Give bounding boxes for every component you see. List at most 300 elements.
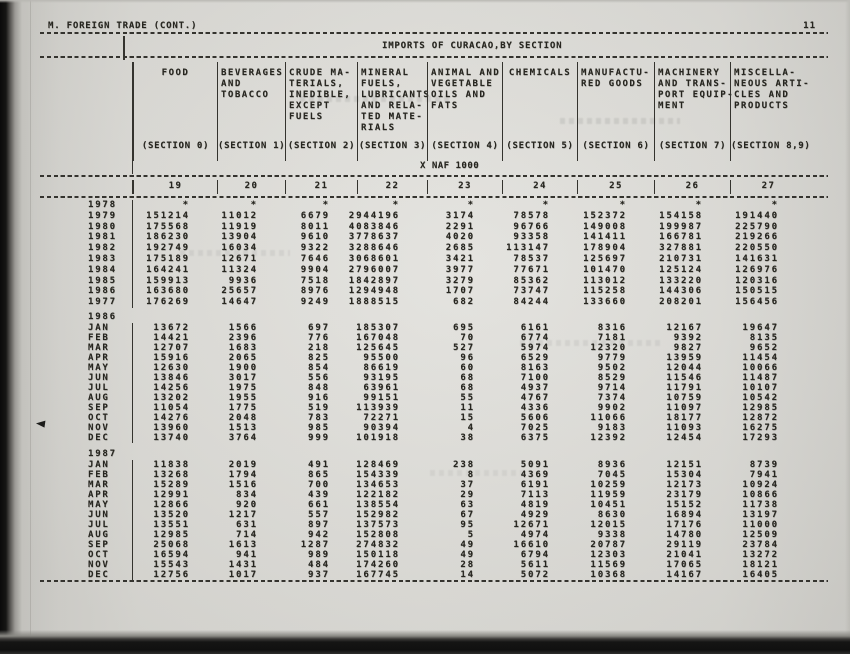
value-cell: 10451 [590, 499, 627, 510]
row-label: APR [40, 490, 133, 500]
value-cell: 77671 [513, 264, 550, 275]
value-cell: 113939 [356, 402, 400, 413]
value-cell: 16894 [666, 509, 703, 520]
row-label: DEC [40, 433, 133, 443]
column-number: 19 [133, 180, 217, 194]
value-cell: 4767 [520, 392, 550, 403]
value-cell: 13959 [666, 352, 703, 363]
value-cell: 848 [308, 382, 330, 393]
value-cell: 631 [236, 519, 258, 530]
value-cell: 6161 [520, 322, 550, 333]
value-cell: 10866 [742, 489, 779, 500]
row-label: NOV [40, 560, 133, 570]
value-cell: 484 [308, 559, 330, 570]
table-row [40, 403, 806, 413]
value-cell: 95 [460, 519, 475, 530]
value-cell: 12015 [590, 519, 627, 530]
column-header-line: EXCEPT [289, 101, 331, 111]
value-cell: 12392 [590, 432, 627, 443]
value-cell: 8163 [520, 362, 550, 373]
value-cell: 186230 [146, 232, 190, 243]
table-row [40, 413, 806, 423]
column-header [730, 62, 811, 140]
section-label: (SECTION 6) [582, 141, 650, 151]
value-cell: 8135 [749, 332, 779, 343]
value-cell: 9183 [597, 422, 627, 433]
value-cell: 11000 [742, 519, 779, 530]
value-cell: 73747 [513, 286, 550, 297]
value-cell: 99151 [363, 392, 400, 403]
table-row [40, 232, 806, 243]
value-cell: 218 [308, 342, 330, 353]
value-cell: 942 [308, 529, 330, 540]
column-number: 22 [357, 180, 427, 194]
pipe-cell [285, 152, 357, 161]
value-cell: 11919 [221, 221, 258, 232]
row-label: 1978 [40, 200, 133, 211]
pipe-cell [502, 152, 577, 161]
value-cell: 144306 [659, 286, 703, 297]
row-label: JAN [40, 460, 133, 470]
value-cell: 6375 [520, 432, 550, 443]
value-cell: 9392 [673, 332, 703, 343]
value-cell: 133220 [659, 275, 703, 286]
table-row [40, 363, 806, 373]
year-heading: 1986 [88, 311, 117, 322]
value-cell: 14256 [153, 382, 190, 393]
value-cell: 999 [308, 432, 330, 443]
value-cell: 1017 [228, 569, 258, 580]
row-label: APR [40, 353, 133, 363]
value-cell: 174260 [356, 559, 400, 570]
value-cell: 1513 [228, 422, 258, 433]
value-cell: 439 [308, 489, 330, 500]
value-cell: 14276 [153, 412, 190, 423]
value-cell: 2048 [228, 412, 258, 423]
value-cell: 141411 [583, 232, 627, 243]
table-row [40, 423, 806, 433]
row-label: MAY [40, 500, 133, 510]
value-cell: 16610 [513, 539, 550, 550]
value-cell: 125124 [659, 264, 703, 275]
value-cell: 225790 [735, 221, 779, 232]
value-cell: 4020 [445, 232, 475, 243]
stub-cell [40, 152, 133, 161]
value-cell: 115258 [583, 286, 627, 297]
chapter-header: M. FOREIGN TRADE (CONT.) [48, 21, 198, 31]
column-header-line: LUBRICANTS [361, 90, 431, 100]
value-cell: 2796007 [348, 264, 400, 275]
value-cell: 783 [308, 412, 330, 423]
value-cell: 327881 [659, 243, 703, 254]
value-cell: 854 [308, 362, 330, 373]
section-label-cell [427, 140, 502, 152]
value-cell: 1566 [228, 322, 258, 333]
scan-bottom-edge [0, 630, 850, 654]
value-cell: 12985 [153, 529, 190, 540]
value-cell: 137573 [356, 519, 400, 530]
row-label: 1979 [40, 211, 133, 222]
value-cell: 14780 [666, 529, 703, 540]
value-cell: 134653 [356, 479, 400, 490]
value-cell: 1955 [228, 392, 258, 403]
column-header-line: TERIALS, [289, 79, 345, 89]
pipe-cell [730, 152, 806, 161]
value-cell: 163680 [146, 286, 190, 297]
value-cell: 9652 [749, 342, 779, 353]
value-cell: * [771, 200, 779, 210]
value-cell: 14421 [153, 332, 190, 343]
value-cell: 86619 [363, 362, 400, 373]
row-label: 1977 [40, 297, 133, 308]
stub-cell [40, 62, 133, 140]
value-cell: 916 [308, 392, 330, 403]
column-header [427, 62, 502, 140]
table-row [40, 286, 806, 297]
section-label: (SECTION 2) [287, 141, 356, 151]
value-cell: 37 [460, 479, 475, 490]
value-cell: * [250, 200, 258, 210]
column-number: 23 [427, 180, 502, 194]
table-row [40, 222, 806, 233]
row-label: OCT [40, 550, 133, 560]
value-cell: 12630 [153, 362, 190, 373]
table-row [40, 333, 806, 343]
value-cell: 12866 [153, 499, 190, 510]
value-cell: 3288646 [348, 243, 400, 254]
value-cell: * [619, 200, 627, 210]
section-label: (SECTION 0) [141, 141, 210, 151]
row-label: AUG [40, 530, 133, 540]
value-cell: 2019 [228, 459, 258, 470]
value-cell: 101470 [583, 264, 627, 275]
value-cell: 70 [460, 332, 475, 343]
value-cell: 126976 [735, 264, 779, 275]
column-header-line: RED GOODS [581, 79, 644, 89]
value-cell: 67 [460, 509, 475, 520]
column-header-line: AND TRANS- [658, 79, 728, 89]
column-header [357, 62, 431, 140]
value-cell: 15 [460, 412, 475, 423]
value-cell: 138554 [356, 499, 400, 510]
value-cell: 15916 [153, 352, 190, 363]
value-cell: 93358 [513, 232, 550, 243]
value-cell: 1613 [228, 539, 258, 550]
column-header-line: FOOD [161, 68, 190, 78]
value-cell: 8739 [749, 459, 779, 470]
value-cell: 556 [308, 372, 330, 383]
value-cell: 25068 [153, 539, 190, 550]
value-cell: 16405 [742, 569, 779, 580]
column-number: 27 [730, 180, 806, 194]
value-cell: 16594 [153, 549, 190, 560]
value-cell: 191440 [735, 210, 779, 221]
value-cell: 17065 [666, 559, 703, 570]
column-header-line: RIALS [361, 123, 396, 133]
column-numbers-row [40, 180, 806, 194]
value-cell: 11487 [742, 372, 779, 383]
column-header [217, 62, 285, 140]
value-cell: 175568 [146, 221, 190, 232]
row-label: 1985 [40, 276, 133, 287]
value-cell: 700 [308, 479, 330, 490]
value-cell: 4 [467, 422, 475, 433]
value-cell: 5091 [520, 459, 550, 470]
column-header [502, 62, 577, 140]
value-cell: 8011 [300, 221, 330, 232]
value-cell: 21041 [666, 549, 703, 560]
row-label: MAR [40, 480, 133, 490]
value-cell: 13740 [153, 432, 190, 443]
value-cell: 989 [308, 549, 330, 560]
row-label: MAY [40, 363, 133, 373]
row-label: NOV [40, 423, 133, 433]
value-cell: 4083846 [348, 221, 400, 232]
table-row [40, 393, 806, 403]
value-cell: 11546 [666, 372, 703, 383]
row-label: FEB [40, 333, 133, 343]
value-cell: 3068601 [348, 253, 400, 264]
section-label-cell [357, 140, 427, 152]
value-cell: 10542 [742, 392, 779, 403]
table-row [40, 570, 806, 580]
table-title-row [40, 36, 828, 56]
section-label-cell [577, 140, 654, 152]
value-cell: 11324 [221, 264, 258, 275]
value-cell: * [182, 200, 190, 210]
section-label: (SECTION 4) [431, 141, 499, 151]
row-label: OCT [40, 413, 133, 423]
value-cell: 28 [460, 559, 475, 570]
value-cell: 10924 [742, 479, 779, 490]
value-cell: 7113 [520, 489, 550, 500]
column-number: 20 [217, 180, 285, 194]
table-row [40, 460, 806, 470]
value-cell: 4974 [520, 529, 550, 540]
pipes-row [40, 152, 806, 161]
value-cell: 16275 [742, 422, 779, 433]
row-label: 1984 [40, 265, 133, 276]
value-cell: 7941 [749, 469, 779, 480]
value-cell: 865 [308, 469, 330, 480]
value-cell: * [695, 200, 703, 210]
value-cell: 156456 [735, 297, 779, 308]
table-row [40, 276, 806, 287]
value-cell: 150118 [356, 549, 400, 560]
value-cell: * [542, 200, 550, 210]
value-cell: 1775 [228, 402, 258, 413]
value-cell: 63 [460, 499, 475, 510]
section-label: (SECTION 7) [658, 141, 727, 151]
column-number: 25 [577, 180, 654, 194]
value-cell: 11093 [666, 422, 703, 433]
dashed-rule [40, 56, 828, 58]
value-cell: 23179 [666, 489, 703, 500]
value-cell: 11838 [153, 459, 190, 470]
value-cell: 63961 [363, 382, 400, 393]
value-cell: 17293 [742, 432, 779, 443]
row-label: AUG [40, 393, 133, 403]
value-cell: 122182 [356, 489, 400, 500]
value-cell: 152982 [356, 509, 400, 520]
table-row [40, 470, 806, 480]
value-cell: 219266 [735, 232, 779, 243]
value-cell: 12756 [153, 569, 190, 580]
column-header-line: NEOUS ARTI- [734, 79, 811, 89]
row-label: 1981 [40, 232, 133, 243]
value-cell: 7646 [300, 253, 330, 264]
value-cell: 3778637 [348, 232, 400, 243]
value-cell: 13672 [153, 322, 190, 333]
value-cell: 14167 [666, 569, 703, 580]
value-cell: 3279 [445, 275, 475, 286]
value-cell: 1217 [228, 509, 258, 520]
value-cell: 2944196 [348, 210, 400, 221]
column-number: 26 [654, 180, 730, 194]
value-cell: 178904 [583, 243, 627, 254]
column-header-line: MINERAL [361, 68, 410, 78]
value-cell: 13272 [742, 549, 779, 560]
value-cell: 13960 [153, 422, 190, 433]
section-label: (SECTION 8,9) [731, 141, 811, 151]
section-label-cell [730, 140, 811, 152]
value-cell: 199987 [659, 221, 703, 232]
value-cell: 12320 [590, 342, 627, 353]
value-cell: 11959 [590, 489, 627, 500]
value-cell: 159913 [146, 275, 190, 286]
value-cell: 12985 [742, 402, 779, 413]
value-cell: 12707 [153, 342, 190, 353]
value-cell: 93195 [363, 372, 400, 383]
pipe-cell [654, 152, 730, 161]
value-cell: 2685 [445, 243, 475, 254]
value-cell: 9610 [300, 232, 330, 243]
value-cell: 29 [460, 489, 475, 500]
value-cell: 15304 [666, 469, 703, 480]
row-label: JUN [40, 373, 133, 383]
value-cell: 12454 [666, 432, 703, 443]
table-row [40, 480, 806, 490]
value-cell: 10759 [666, 392, 703, 403]
row-label: JUL [40, 520, 133, 530]
value-cell: * [322, 200, 330, 210]
table-row [40, 265, 806, 276]
value-cell: 38 [460, 432, 475, 443]
value-cell: 10107 [742, 382, 779, 393]
pipe-cell [577, 152, 654, 161]
value-cell: 7025 [520, 422, 550, 433]
column-header-line: PRODUCTS [734, 101, 790, 111]
value-cell: 527 [453, 342, 475, 353]
value-cell: 3977 [445, 264, 475, 275]
pipe-cell [427, 152, 502, 161]
row-label: JUL [40, 383, 133, 393]
page-number: 11 [803, 21, 816, 31]
value-cell: 1516 [228, 479, 258, 490]
value-cell: 3174 [445, 210, 475, 221]
value-cell: 13197 [742, 509, 779, 520]
value-cell: 1888515 [348, 297, 400, 308]
unit-label: X NAF 1000 [420, 161, 480, 171]
value-cell: 9904 [300, 264, 330, 275]
table-row [40, 530, 806, 540]
value-cell: 6679 [300, 210, 330, 221]
dashed-rule [40, 580, 828, 582]
year-heading-row [40, 449, 806, 460]
table-row [40, 500, 806, 510]
value-cell: 78578 [513, 210, 550, 221]
value-cell: 1707 [445, 286, 475, 297]
value-cell: 85362 [513, 275, 550, 286]
value-cell: 9902 [597, 402, 627, 413]
value-cell: 176269 [146, 297, 190, 308]
value-cell: 167048 [356, 332, 400, 343]
value-cell: 14 [460, 569, 475, 580]
table-row [40, 297, 806, 308]
stub-cell [40, 161, 133, 174]
column-header-line: TED MATE- [361, 112, 424, 122]
value-cell: 238 [453, 459, 475, 470]
value-cell: 19647 [742, 322, 779, 333]
value-cell: 695 [453, 322, 475, 333]
value-cell: 8316 [597, 322, 627, 333]
value-cell: 25657 [221, 286, 258, 297]
table-row [40, 343, 806, 353]
header-titles-row [40, 62, 811, 140]
value-cell: 4937 [520, 382, 550, 393]
value-cell: 10368 [590, 569, 627, 580]
value-cell: 90394 [363, 422, 400, 433]
value-cell: 11454 [742, 352, 779, 363]
row-label: SEP [40, 403, 133, 413]
table-title: IMPORTS OF CURACAO,BY SECTION [382, 41, 563, 51]
dashed-rule [40, 175, 828, 177]
value-cell: 920 [236, 499, 258, 510]
value-cell: 12167 [666, 322, 703, 333]
value-cell: 15152 [666, 499, 703, 510]
value-cell: 9936 [228, 275, 258, 286]
value-cell: 10066 [742, 362, 779, 373]
value-cell: 185307 [356, 322, 400, 333]
value-cell: 7518 [300, 275, 330, 286]
value-cell: 128469 [356, 459, 400, 470]
value-cell: 11097 [666, 402, 703, 413]
table-row [40, 383, 806, 393]
value-cell: 13846 [153, 372, 190, 383]
value-cell: 11054 [153, 402, 190, 413]
stub-cell [40, 140, 133, 152]
value-cell: 491 [308, 459, 330, 470]
table-row [40, 243, 806, 254]
column-header-line: BEVERAGES [221, 68, 284, 78]
value-cell: 13520 [153, 509, 190, 520]
column-header-line: TOBACCO [221, 90, 270, 100]
value-cell: 834 [236, 489, 258, 500]
value-cell: 167745 [356, 569, 400, 580]
value-cell: 1294948 [348, 286, 400, 297]
value-cell: 101918 [356, 432, 400, 443]
value-cell: 152372 [583, 210, 627, 221]
value-cell: 1794 [228, 469, 258, 480]
column-header-line: MACHINERY [658, 68, 721, 78]
scan-right-edge [845, 0, 850, 654]
value-cell: 7181 [597, 332, 627, 343]
value-cell: 72271 [363, 412, 400, 423]
value-cell: 5606 [520, 412, 550, 423]
year-heading: 1987 [88, 448, 117, 459]
column-header-line: VEGETABLE [431, 79, 494, 89]
value-cell: 125697 [583, 253, 627, 264]
